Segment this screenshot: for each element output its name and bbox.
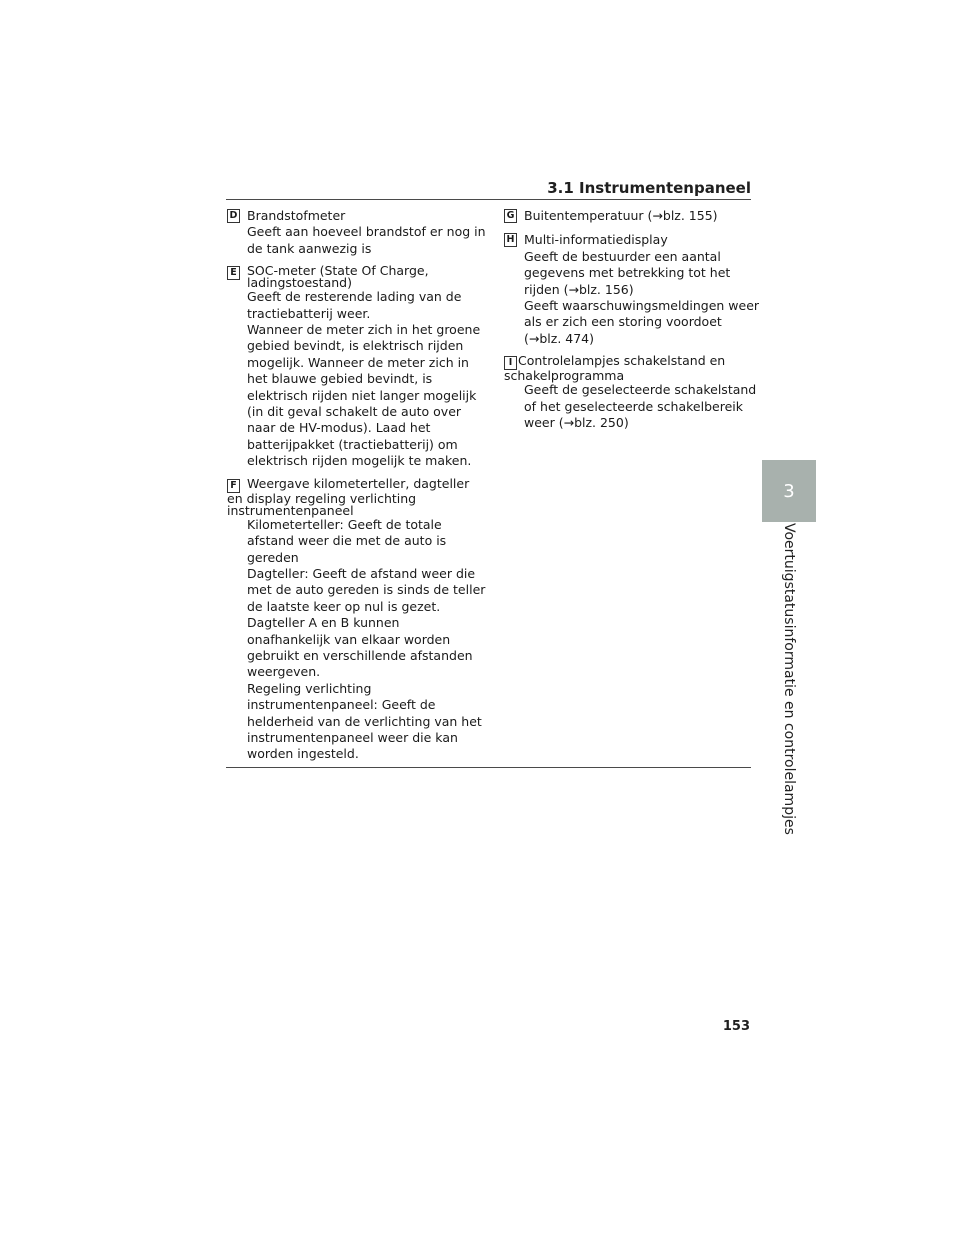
- entry-body-line: gebied bevindt, is elektrisch rijden: [247, 338, 464, 354]
- entry-body-line: Dagteller A en B kunnen: [247, 615, 400, 631]
- entry-title-line: instrumentenpaneel: [227, 502, 354, 518]
- entry-body-line: helderheid van de verlichting van het: [247, 713, 482, 729]
- entry-body-line: (in dit geval schakelt de auto over: [247, 404, 462, 420]
- entry-i: [504, 353, 757, 431]
- marker-f: F: [227, 479, 240, 493]
- header-title: 3.1 Instrumentenpaneel: [547, 179, 751, 197]
- entry-body-line: het blauwe gebied bevindt, is: [247, 371, 433, 387]
- entry-body-line: weer (→blz. 250): [524, 415, 629, 431]
- entry-body-line: gegevens met betrekking tot het: [524, 265, 731, 281]
- entry-body-line: tractiebatterij weer.: [247, 305, 371, 321]
- entry-title-line: Brandstofmeter: [247, 208, 346, 223]
- entry-body-line: Geeft waarschuwingsmeldingen weer: [524, 298, 760, 314]
- entry-body-line: Regeling verlichting: [247, 680, 372, 696]
- entry-body-line: Geeft de bestuurder een aantal: [524, 248, 721, 264]
- entry-body-line: Kilometerteller: Geeft de totale: [247, 516, 442, 532]
- marker-h: H: [504, 233, 517, 247]
- entry-title-line: Multi-informatiedisplay: [524, 232, 668, 248]
- entry-title-line: ladingstoestand): [247, 275, 352, 291]
- marker-i: I: [504, 356, 517, 370]
- entry-d: [227, 208, 486, 257]
- marker-g: G: [504, 209, 517, 223]
- entry-body-line: gebruikt en verschillende afstanden: [247, 647, 473, 663]
- entry-body-line: Wanneer de meter zich in het groene: [247, 322, 481, 338]
- entry-body-line: afstand weer die met de auto is: [247, 533, 447, 549]
- entry-e: [227, 263, 481, 469]
- right-column: [504, 208, 760, 439]
- marker-d: D: [227, 209, 240, 223]
- entry-body-line: instrumentenpaneel: Geeft de: [247, 697, 436, 713]
- page-number: 153: [722, 1019, 750, 1034]
- entry-body-line: Geeft de geselecteerde schakelstand: [524, 382, 757, 398]
- entry-body-line: de tank aanwezig is: [247, 240, 372, 256]
- entry-body-line: als er zich een storing voordoet: [524, 314, 722, 330]
- left-column: [227, 208, 486, 771]
- entry-title-line: Weergave kilometerteller, dagteller: [247, 475, 470, 491]
- entry-f: [227, 475, 486, 763]
- entry-body-line: de laatste keer op nul is gezet.: [247, 598, 441, 614]
- chapter-number: 3: [783, 480, 795, 502]
- entry-body-line: mogelijk. Wanneer de meter zich in: [247, 354, 469, 370]
- chapter-title-wrap: [762, 523, 816, 835]
- entry-body-line: weergeven.: [247, 664, 321, 680]
- entry-body-line: of het geselecteerde schakelbereik: [524, 398, 743, 414]
- entry-body-line: (→blz. 474): [524, 330, 595, 346]
- entry-body-line: batterijpakket (tractiebatterij) om: [247, 436, 458, 452]
- entry-body-line: rijden (→blz. 156): [524, 281, 634, 297]
- entry-body-line: Geeft de resterende lading van de: [247, 289, 462, 305]
- entry-body-line: elektrisch rijden mogelijk te maken.: [247, 453, 472, 469]
- chapter-tab: [762, 460, 816, 522]
- entry-body-line: instrumentenpaneel weer die kan: [247, 729, 458, 745]
- entry-g: [504, 208, 747, 224]
- entry-title-line: Buitentemperatuur (→blz. 155): [524, 208, 718, 223]
- entry-title-line: Controlelampjes schakelstand en: [518, 353, 726, 369]
- entry-body-line: met de auto gereden is sinds de teller: [247, 582, 486, 598]
- marker-e: E: [227, 266, 240, 280]
- entry-body-line: Dagteller: Geeft de afstand weer die: [247, 565, 476, 581]
- entry-body-line: naar de HV-modus). Laad het: [247, 420, 431, 436]
- entry-body-line: elektrisch rijden niet langer mogelijk: [247, 387, 477, 403]
- chapter-title: Voertuigstatusinformatie en controlelampjes: [781, 523, 797, 835]
- bottom-rule: [226, 767, 751, 768]
- entry-body-line: gereden: [247, 549, 299, 565]
- header-rule: [226, 199, 751, 200]
- entry-title-line: schakelprogramma: [504, 368, 625, 384]
- entry-h: [504, 232, 760, 347]
- entry-body-line: onafhankelijk van elkaar worden: [247, 631, 451, 647]
- entry-title-line: en display regeling verlichting: [227, 490, 417, 506]
- entry-body-line: Geeft aan hoeveel brandstof er nog in: [247, 224, 486, 240]
- entry-body-line: worden ingesteld.: [247, 746, 359, 762]
- entry-title-line: SOC-meter (State Of Charge,: [247, 263, 429, 279]
